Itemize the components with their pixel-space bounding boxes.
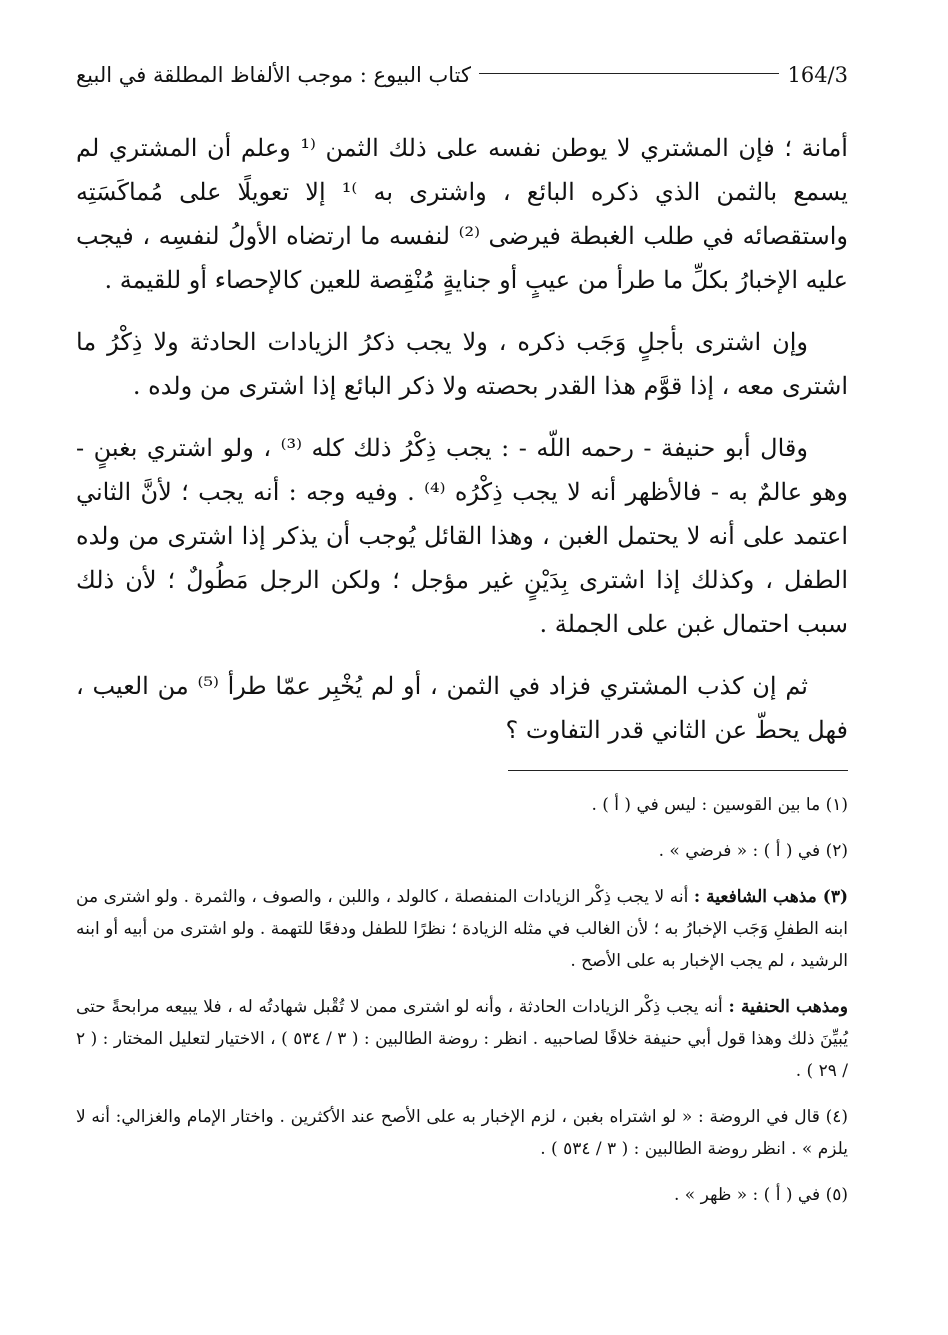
footnotes (76, 789, 848, 1211)
running-header (76, 58, 848, 92)
footnote-3-continued (76, 991, 848, 1087)
running-title: كتاب البيوع : موجب الألفاظ المطلقة في البيع (76, 63, 472, 87)
footnote-3-lead: (٣) مذهب الشافعية : (693, 887, 848, 907)
paragraph-3: وقال أبو حنيفة - رحمه اللّه - : يجب ذِكْرُ ذلك كله ⁽³⁾ ، ولو اشتري بغبنٍ - وهو عالمٌ به - فالأظهر أنه لا يجب ذِكْرُه ⁽⁴⁾ . وفيه وجه : أنه يجب ؛ لأنَّ الثاني اعتمد على أنه لا يحتمل الغبن ، وهذا القائل يُوجب أن يذكر إذا اشترى من ولده الطفل ، وكذلك إذا اشترى بِدَيْنٍ غير مؤجل ؛ ولكن الرجل مَطُولٌ ؛ لأن ذلك سبب احتمال غبن على الجملة . (76, 434, 848, 638)
footnote-3-text: أنه لا يجب ذِكْر الزيادات المنفصلة ، كالولد ، واللبن ، والصوف ، والثمرة . ولو اشترى من ابنه الطفلِ وَجَب الإخبارُ به ؛ لأن الغالب في مثله الزيادة ؛ نظرًا للطفل ودفعًا للتهمة . ولو اشترى من أبيه أو ابنه الرشيد ، لم يجب الإخبار به على الأصح . (76, 887, 848, 971)
footnote-5: (٥) في ( أ ) : « ظهر » . (673, 1185, 848, 1205)
footnote-4: (٤) قال في الروضة : « لو اشتراه بغبن ، لزم الإخبار به على الأصح عند الأكثرين . واختار الإمام والغزالي: أنه لا يلزم » . انظر روضة الطالبين : ( ٣ / ٥٣٤ ) . (76, 1107, 848, 1159)
paragraph-2: وإن اشترى بأجلٍ وَجَب ذكره ، ولا يجب ذكرُ الزيادات الحادثة ولا ذِكْرُ ما اشترى معه ، إذا قوَّم هذا القدر بحصته ولا ذكر البائع إذا اشترى من ولده . (76, 328, 848, 400)
footnote-1: (١) ما بين القوسين : ليس في ( أ ) . (591, 795, 848, 815)
page-number: 164/3 (787, 63, 848, 87)
footnote-3b-lead: ومذهب الحنفية : (728, 997, 848, 1017)
paragraph-1: أمانة ؛ فإن المشتري لا يوطن نفسه على ذلك الثمن ⁽¹ وعلم أن المشتري لم يسمع بالثمن الذي ذكره البائع ، واشترى به ⁾¹ إلا تعويلًا على مُماكَسَتِه واستقصائه في طلب الغبطة فيرضى ⁽²⁾ لنفسه ما ارتضاه الأولُ لنفسِه ، فيجب عليه الإخبارُ بكلِّ ما طرأ من عيبٍ أو جنايةٍ مُنْقِصة للعين كالإحصاء أو للقيمة . (76, 134, 848, 294)
footnote-2: (٢) في ( أ ) : « فرضي » . (658, 841, 848, 861)
main-text (76, 126, 848, 752)
paragraph-4: ثم إن كذب المشتري فزاد في الثمن ، أو لم يُخْبِر عمّا طرأ ⁽⁵⁾ من العيب ، فهل يحطّ عن الثاني قدر التفاوت ؟ (76, 672, 848, 744)
footnote-3 (76, 881, 848, 977)
footnote-3b-text: أنه يجب ذِكْر الزيادات الحادثة ، وأنه لو اشترى ممن لا تُقْبل شهادتُه له ، فلا يبيعه مرابحةً حتى يُبيِّنَ ذلك وهذا قول أبي حنيفة خلافًا لصاحبيه . انظر : روضة الطالبين : ( ٣ / ٥٣٤ ) ، الاختيار لتعليل المختار : ( ٢ / ٢٩ ) . (76, 997, 848, 1081)
footnote-separator (508, 770, 848, 771)
header-rule (479, 73, 779, 74)
